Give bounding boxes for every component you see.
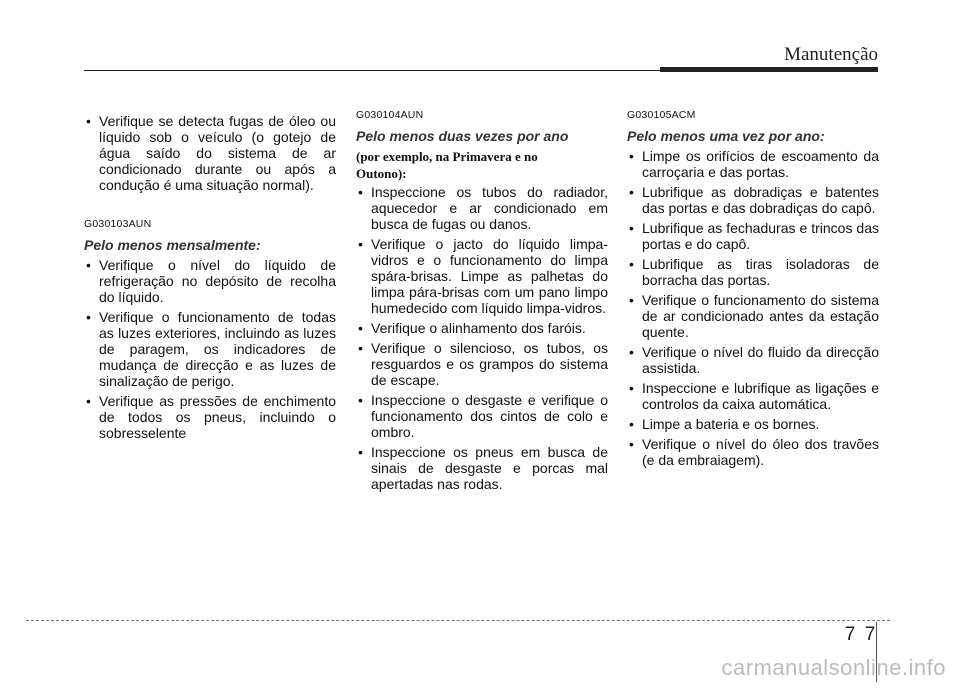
list-item: • Inspeccione os pneus em busca de sinais de desgaste e porcas mal apertadas nas rodas. <box>356 444 608 492</box>
page-number <box>840 624 880 646</box>
list-item: • Lubrifique as tiras isoladoras de borracha das portas. <box>627 256 879 288</box>
list-item: • Verifique o nível do líquido de refrigeração no depósito de recolha do líquido. <box>84 257 336 305</box>
list-item: • Verifique o nível do fluido da direcção assistida. <box>627 344 879 376</box>
list-item: • Limpe a bateria e os bornes. <box>627 416 879 432</box>
list-item: • Verifique as pressões de enchimento de todos os pneus, incluindo o sobresselente <box>84 393 336 441</box>
section-code: G030103AUN <box>84 218 152 230</box>
list-item: • Limpe os orifícios de escoamento da carroçaria e das portas. <box>627 148 879 180</box>
list-item: • Verifique o funcionamento de todas as luzes exteriores, incluindo as luzes de paragem, os indicadores de mudança de direcção e as luzes de sinalização de perigo. <box>84 309 336 389</box>
monthly-list <box>84 257 336 441</box>
list-item: • Verifique o silencioso, os tubos, os resguardos e os grampos do sistema de escape. <box>356 340 608 388</box>
list-item: • Inspeccione e lubrifique as ligações e controlos da caixa automática. <box>627 380 879 412</box>
page-number-value: 7 <box>864 624 876 645</box>
section-heading: Pelo menos mensalmente: <box>84 237 261 253</box>
list-item: • Verifique o nível do óleo dos travões (e da embraiagem). <box>627 436 879 468</box>
column-2 <box>356 109 608 496</box>
section-heading: Pelo menos duas vezes por ano <box>356 128 569 144</box>
footer-dashed-rule <box>26 620 890 621</box>
list-item: • Lubrifique as dobradiças e batentes das portas e das dobradiças do capô. <box>627 184 879 216</box>
watermark: carmanualsonline.info <box>721 655 946 680</box>
biannual-list <box>356 184 608 492</box>
list-item: • Inspeccione os tubos do radiador, aquecedor e ar condicionado em busca de fugas ou danos. <box>356 184 608 232</box>
header-rule-thin <box>84 70 660 71</box>
column-3 <box>627 109 879 472</box>
list-item: • Verifique o jacto do líquido limpa-vidros e o funcionamento do limpa spára-brisas. Limpe as palhetas do limpa pára-brisas com um pano limpo humedecido com líquido limpa-vidros. <box>356 236 608 316</box>
column-1 <box>84 113 336 445</box>
section-code: G030105ACM <box>627 109 696 121</box>
header-rule-thick <box>660 67 878 72</box>
section-subheading: (por exemplo, na Primavera e no Outono): <box>356 149 538 181</box>
list-item: • Verifique o funcionamento do sistema de ar condicionado antes da estação quente. <box>627 292 879 340</box>
section-number: 7 <box>844 624 856 645</box>
list-item: • Verifique se detecta fugas de óleo ou líquido sob o veículo (o gotejo de água saído do sistema de ar condicionado durante ou após a condução é uma situação normal). <box>84 113 336 193</box>
list-item: • Lubrifique as fechaduras e trincos das portas e do capô. <box>627 220 879 252</box>
annual-list <box>627 148 879 468</box>
section-code: G030104AUN <box>356 109 424 121</box>
section-heading: Pelo menos uma vez por ano: <box>627 128 825 144</box>
list-item: • Inspeccione o desgaste e verifique o funcionamento dos cintos de colo e ombro. <box>356 392 608 440</box>
list-item: • Verifique o alinhamento dos faróis. <box>356 320 608 336</box>
page-header-title: Manutenção <box>784 44 878 65</box>
intro-list <box>84 113 336 193</box>
